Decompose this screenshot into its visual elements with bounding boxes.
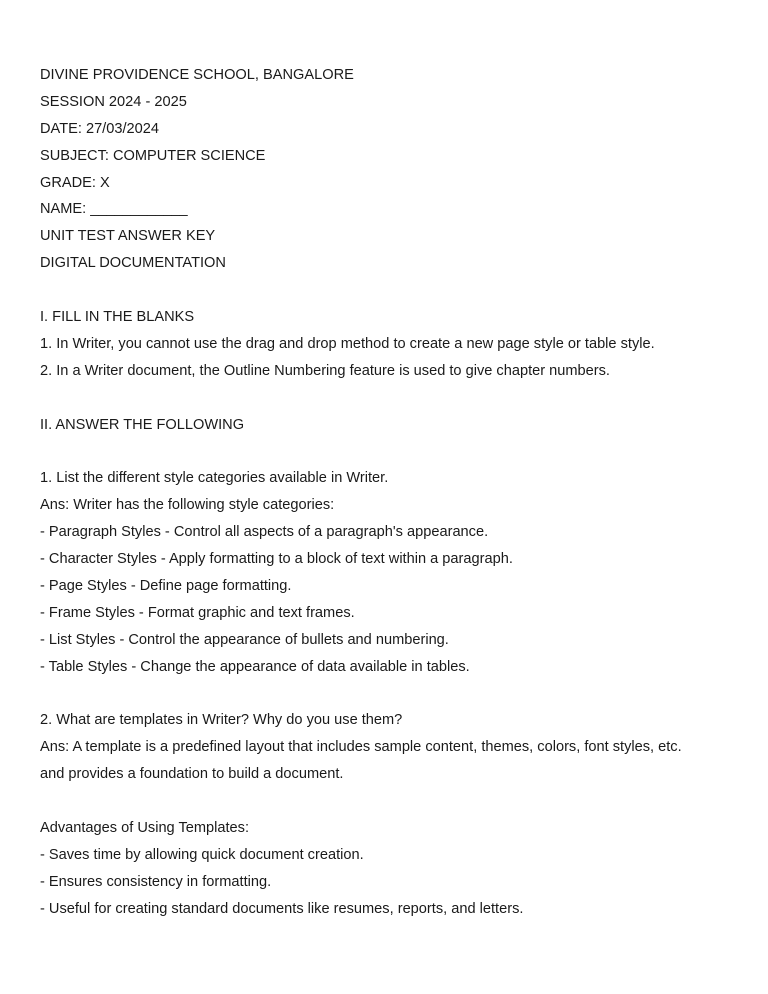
advantage-item: - Ensures consistency in formatting.	[40, 873, 272, 890]
fill-blank-item: 1. In Writer, you cannot use the drag and drop method to create a new page style or table style.	[40, 335, 655, 352]
answer-1-point: - List Styles - Control the appearance of bullets and numbering.	[40, 631, 449, 648]
fill-blank-item: 2. In a Writer document, the Outline Numbering feature is used to give chapter numbers.	[40, 362, 610, 379]
advantage-item: - Saves time by allowing quick document creation.	[40, 846, 364, 863]
subject: SUBJECT: COMPUTER SCIENCE	[40, 147, 266, 164]
advantage-item: - Useful for creating standard documents like resumes, reports, and letters.	[40, 900, 524, 917]
student-name-field: NAME: ____________	[40, 201, 188, 218]
answer-2-line: Ans: A template is a predefined layout that includes sample content, themes, colors, font styles, etc.	[40, 739, 682, 756]
advantages-heading: Advantages of Using Templates:	[40, 819, 250, 836]
section-heading-fill-blanks: I. FILL IN THE BLANKS	[40, 309, 195, 326]
school-name: DIVINE PROVIDENCE SCHOOL, BANGALORE	[40, 67, 354, 83]
section-heading-answer: II. ANSWER THE FOLLOWING	[40, 416, 245, 433]
spacer	[40, 385, 755, 412]
answer-1-intro: Ans: Writer has the following style categories:	[40, 497, 335, 514]
date: DATE: 27/03/2024	[40, 120, 159, 137]
spacer	[40, 680, 755, 707]
spacer	[40, 788, 755, 815]
answer-1-point: - Character Styles - Apply formatting to a block of text within a paragraph.	[40, 551, 513, 568]
question-2: 2. What are templates in Writer? Why do you use them?	[40, 712, 403, 729]
spacer	[40, 277, 755, 304]
spacer	[40, 438, 755, 465]
answer-1-point: - Paragraph Styles - Control all aspects of a paragraph's appearance.	[40, 524, 489, 541]
answer-1-point: - Table Styles - Change the appearance of data available in tables.	[40, 658, 470, 675]
grade: GRADE: X	[40, 174, 110, 191]
question-1: 1. List the different style categories available in Writer.	[40, 470, 389, 487]
chapter-title: DIGITAL DOCUMENTATION	[40, 255, 226, 272]
answer-2-line: and provides a foundation to build a document.	[40, 766, 344, 783]
answer-1-point: - Frame Styles - Format graphic and text frames.	[40, 604, 355, 621]
session: SESSION 2024 - 2025	[40, 93, 187, 110]
document-page	[40, 62, 755, 923]
answer-1-point: - Page Styles - Define page formatting.	[40, 577, 292, 594]
document-title: UNIT TEST ANSWER KEY	[40, 228, 216, 245]
